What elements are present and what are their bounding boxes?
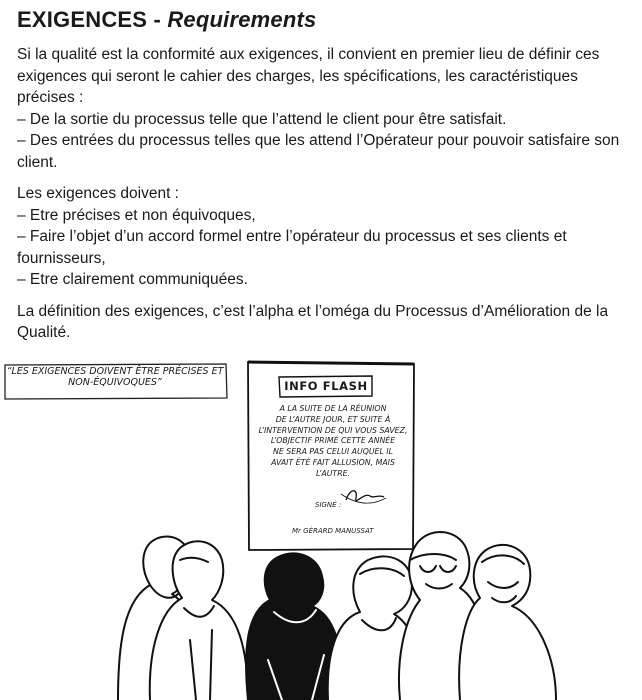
poster-title: INFO FLASH (284, 379, 368, 393)
paragraph-intro: Si la qualité est la conformité aux exigences, il convient en premier lieu de définir ces exigences qui seront le cahier des charges, les spécifications, les caractéristiques précises : (17, 46, 600, 106)
title-fr: EXIGENCES (17, 7, 148, 32)
list-item: – Des entrées du processus telles que les attend l’Opérateur pour pouvoir satisfaire son client. (17, 132, 620, 171)
list-item: – Etre clairement communiquées. (17, 271, 248, 288)
cartoon-caption: “LES EXIGENCES DOIVENT ÊTRE PRÉCISES ET NON-ÉQUIVOQUES” (6, 366, 224, 388)
list-item: – Faire l’objet d’un accord formel entre l’opérateur du processus et ses clients et fournisseurs, (17, 228, 567, 267)
poster-message: A LA SUITE DE LA RÉUNION DE L’AUTRE JOUR, ET SUITE À L’INTERVENTION DE QUI VOUS SAVEZ, L’OBJECTIF PRIMÉ CETTE ANNÉE NE SERA PAS CELUI AUQUEL IL AVAIT ÉTÉ FAIT ALLUSION, MAIS L’AUTRE. (258, 404, 408, 478)
paragraph-heading: Les exigences doivent : (17, 185, 179, 202)
poster-signed-label: SIGNÉ : (315, 501, 342, 509)
paragraph-conclusion: La définition des exigences, c’est l’alpha et l’oméga du Processus d’Amélioration de la Qualité. (17, 302, 609, 341)
poster-signatory: Mr GÉRARD MANUSSAT (292, 527, 374, 535)
list-item: – De la sortie du processus telle que l’attend le client pour être satisfait. (17, 110, 507, 128)
title-separator: - (147, 7, 168, 32)
list-item: – Etre précises et non équivoques, (17, 206, 256, 224)
title-en: Requirements (167, 7, 317, 32)
